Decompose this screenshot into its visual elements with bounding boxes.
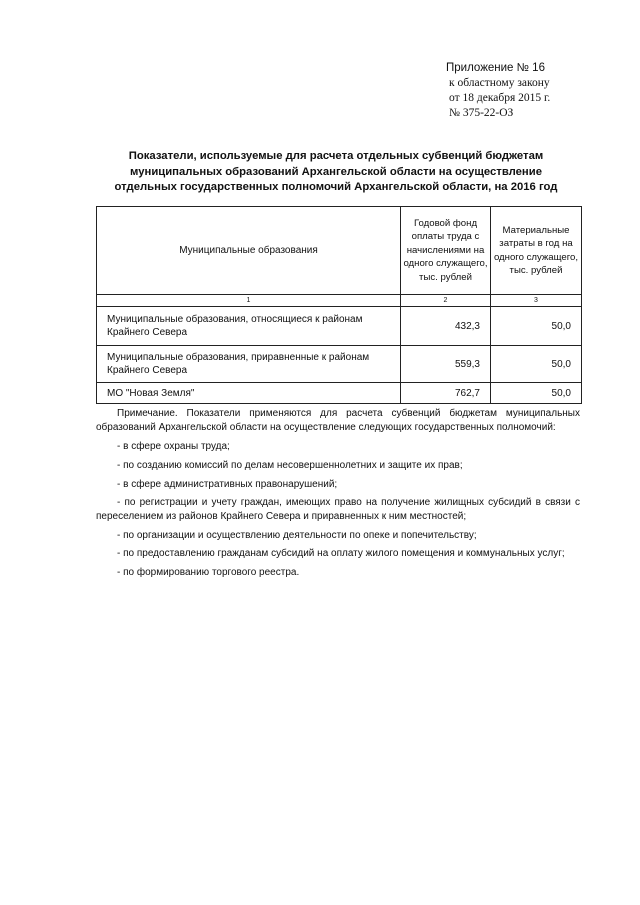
row-material-costs-value: 50,0	[491, 383, 582, 404]
note-list-item: - по формированию торгового реестра.	[117, 567, 300, 578]
row-municipality-name: Муниципальные образования, приравненные к районам Крайнего Севера	[97, 346, 401, 383]
header-annual-wage-fund: Годовой фонд оплаты труда с начислениями на одного служащего, тыс. рублей	[401, 207, 491, 295]
table-header-row	[97, 207, 582, 295]
title-line-1: Показатели, используемые для расчета отдельных субвенций бюджетам	[128, 150, 544, 162]
row-municipality-name: МО "Новая Земля"	[97, 383, 401, 404]
note-list-item: - по организации и осуществлению деятельности по опеке и попечительству;	[117, 529, 477, 541]
note-list-item: - по созданию комиссий по делам несовершеннолетних и защите их прав;	[117, 459, 463, 471]
appendix-law-number: № 375-22-ОЗ	[449, 107, 514, 119]
row-material-costs-value: 50,0	[491, 346, 582, 383]
row-municipality-name: Муниципальные образования, относящиеся к районам Крайнего Севера	[97, 307, 401, 346]
note-list-item: - по регистрации и учету граждан, имеющих право на получение жилищных субсидий в связи с переселением из районов Крайнего Севера и приравненных к ним местностей;	[96, 497, 580, 522]
note-list-item: - в сфере охраны труда;	[117, 440, 230, 452]
indicators-table	[96, 206, 582, 404]
row-wage-fund-value: 432,3	[401, 307, 491, 346]
row-material-costs-value: 50,0	[491, 307, 582, 346]
header-municipalities: Муниципальные образования	[97, 207, 401, 295]
appendix-law-date: от 18 декабря 2015 г.	[449, 92, 551, 104]
appendix-law-reference: к областному закону	[449, 77, 550, 89]
table-row	[97, 346, 582, 383]
row-wage-fund-value: 762,7	[401, 383, 491, 404]
title-line-3: отдельных государственных полномочий Архангельской области, на 2016 год	[114, 181, 558, 193]
note-section	[96, 407, 580, 580]
note-intro: Примечание. Показатели применяются для расчета субвенций бюджетам муниципальных образований Архангельской области на осуществление следующих государственных полномочий:	[96, 408, 580, 433]
note-list-item: - по предоставлению гражданам субсидий на оплату жилого помещения и коммунальных услуг;	[117, 548, 565, 559]
document-title	[90, 149, 582, 196]
note-list-item: - в сфере административных правонарушений;	[117, 478, 338, 490]
row-wage-fund-value: 559,3	[401, 346, 491, 383]
table-row	[97, 383, 582, 404]
column-number-2: 2	[401, 295, 491, 307]
column-number-row	[97, 295, 582, 307]
header-material-costs: Материальные затраты в год на одного служащего, тыс. рублей	[491, 207, 582, 295]
appendix-header	[446, 60, 636, 121]
table-row	[97, 307, 582, 346]
title-line-2: муниципальных образований Архангельской области на осуществление	[130, 165, 542, 178]
column-number-3: 3	[491, 295, 582, 307]
appendix-title: Приложение № 16	[446, 62, 545, 74]
column-number-1: 1	[97, 295, 401, 307]
